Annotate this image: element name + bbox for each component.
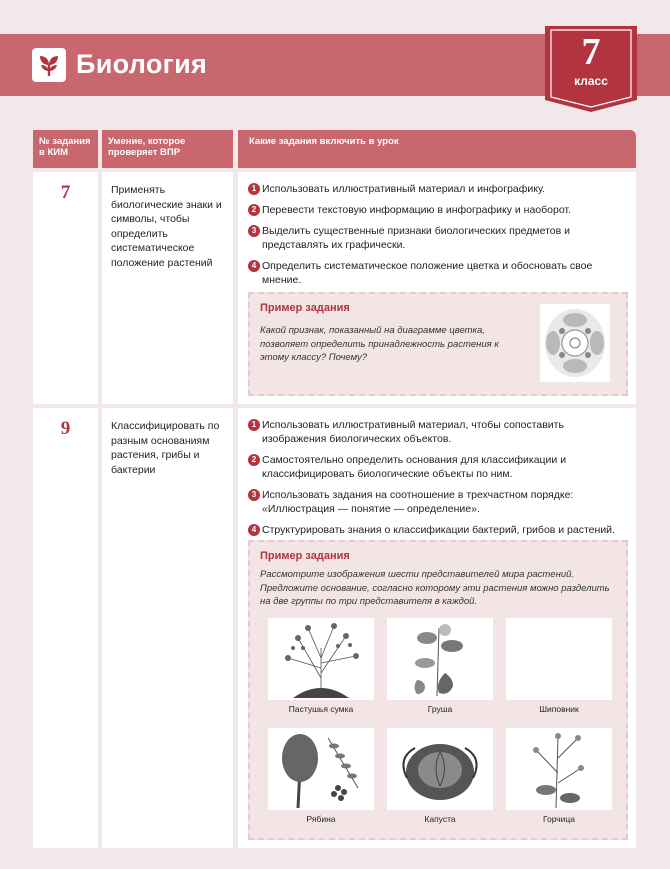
skill-text: Применять биологические знаки и символы, чтобы определить систематическое положение растений (111, 184, 222, 269)
task-number: 9 (60, 418, 71, 439)
rowan-image (268, 728, 374, 810)
grade-number: 7 (581, 31, 601, 73)
example-box (248, 540, 628, 840)
list-item: 4 Структурировать знания о классификации бактерий, грибов и растений. (248, 523, 628, 537)
lesson-tasks-cell (238, 408, 636, 848)
number-4-icon: 4 (248, 260, 260, 272)
skill-text: Классифицировать по разным основаниям растения, грибы и бактерии (111, 420, 220, 476)
cabbage-image (387, 728, 493, 810)
number-2-icon: 2 (248, 204, 260, 216)
number-4-icon: 4 (248, 524, 260, 536)
list-item: 1 Использовать иллюстративный материал и инфографику. (248, 182, 628, 196)
example-text: Какой признак, показанный на диаграмме цветка, позволяет определить принадлежность растения к этому классу? Почему? (260, 325, 499, 363)
subject-title: Биология (76, 49, 208, 79)
column-header-task-number: № задания в КИМ (33, 130, 98, 168)
list-item: 3 Выделить существенные признаки биологических предметов и представлять их графически. (248, 224, 628, 252)
skill-cell (102, 172, 233, 404)
number-1-icon: 1 (248, 183, 260, 195)
column-header-skill: Умение, которое проверяет ВПР (102, 130, 233, 168)
example-title: Пример задания (260, 302, 350, 314)
flower-diagram-icon (540, 304, 610, 382)
plant-sprout-icon (32, 48, 66, 82)
plant-caption: Горчица (542, 814, 576, 824)
grade-badge (545, 26, 637, 112)
skill-cell (102, 408, 233, 848)
task-number-cell (33, 408, 98, 848)
grade-word: класс (574, 74, 608, 88)
task-list (248, 418, 628, 544)
example-title: Пример задания (260, 550, 350, 562)
plant-caption: Рябина (306, 814, 336, 824)
shepherds-purse-image (268, 618, 374, 700)
plant-caption: Шиповник (539, 704, 579, 714)
mustard-image (506, 728, 612, 810)
task-number-cell (33, 172, 98, 404)
task-list (248, 182, 628, 294)
list-item: 1 Использовать иллюстративный материал, чтобы сопоставить изображения биологических объектов. (248, 418, 628, 446)
pear-image (387, 618, 493, 700)
list-item: 3 Использовать задания на соотношение в трехчастном порядке: «Иллюстрация — понятие — определение». (248, 488, 628, 516)
list-item: 2 Самостоятельно определить основания для классификации и классифицировать биологические объекты по ним. (248, 453, 628, 481)
rosehip-image (506, 618, 612, 700)
plant-caption: Капуста (424, 814, 456, 824)
number-2-icon: 2 (248, 454, 260, 466)
column-header-lesson-tasks: Какие задания включить в урок (238, 130, 636, 168)
plant-caption: Груша (427, 704, 453, 714)
list-item: 4 Определить систематическое положение цветка и обосновать свое мнение. (248, 259, 628, 287)
number-3-icon: 3 (248, 225, 260, 237)
number-3-icon: 3 (248, 489, 260, 501)
example-text: Рассмотрите изображения шести представителей мира растений. Предложите основание, согласно которому эти растения можно разделить на две группы по три представителя в каждой. (260, 569, 610, 607)
number-1-icon: 1 (248, 419, 260, 431)
task-number: 7 (60, 182, 71, 203)
plant-caption: Пастушья сумка (288, 704, 354, 714)
lesson-tasks-cell (238, 172, 636, 404)
example-box (248, 292, 628, 396)
list-item: 2 Перевести текстовую информацию в инфографику и наоборот. (248, 203, 628, 217)
